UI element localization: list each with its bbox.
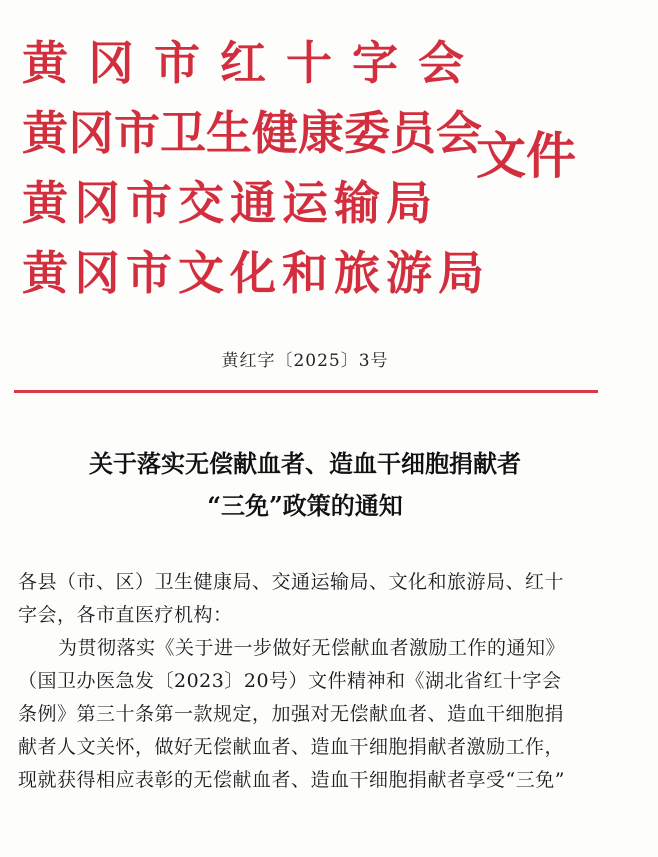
body-line-1: 各县（市、区）卫生健康局、交通运输局、文化和旅游局、红十 [18, 571, 565, 593]
issuer-red-cross: 黄冈市红十字会 [22, 36, 484, 90]
document-number: 黄红字〔2025〕3号 [221, 351, 389, 371]
title-line-1: 关于落实无偿献血者、造血干细胞捐献者 [89, 449, 521, 478]
title-line-2: “三免”政策的通知 [207, 491, 403, 520]
body-line-4: （国卫办医急发〔2023〕20号）文件精神和《湖北省红十字会 [18, 670, 562, 692]
body-line-5: 条例》第三十条第一款规定，加强对无偿献血者、造血干细胞捐 [18, 703, 565, 725]
issuer-culture-tourism-bureau: 黄冈市文化和旅游局 [22, 246, 490, 300]
body-line-6: 献者人文关怀，做好无偿献血者、造血干细胞捐献者激励工作， [18, 736, 565, 758]
body-line-2: 字会，各市直医疗机构： [18, 604, 233, 626]
issuer-block [22, 28, 490, 308]
issuer-transport-bureau: 黄冈市交通运输局 [22, 176, 438, 230]
body-text [18, 566, 610, 797]
red-divider [14, 390, 598, 393]
document-label: 文件 [476, 126, 576, 185]
body-line-3: 为贯彻落实《关于进一步做好无偿献血者激励工作的通知》 [58, 637, 566, 659]
body-line-7: 现就获得相应表彰的无偿献血者、造血干细胞捐献者享受“三免” [18, 769, 565, 791]
issuer-health-commission: 黄冈市卫生健康委员会 [22, 106, 482, 160]
